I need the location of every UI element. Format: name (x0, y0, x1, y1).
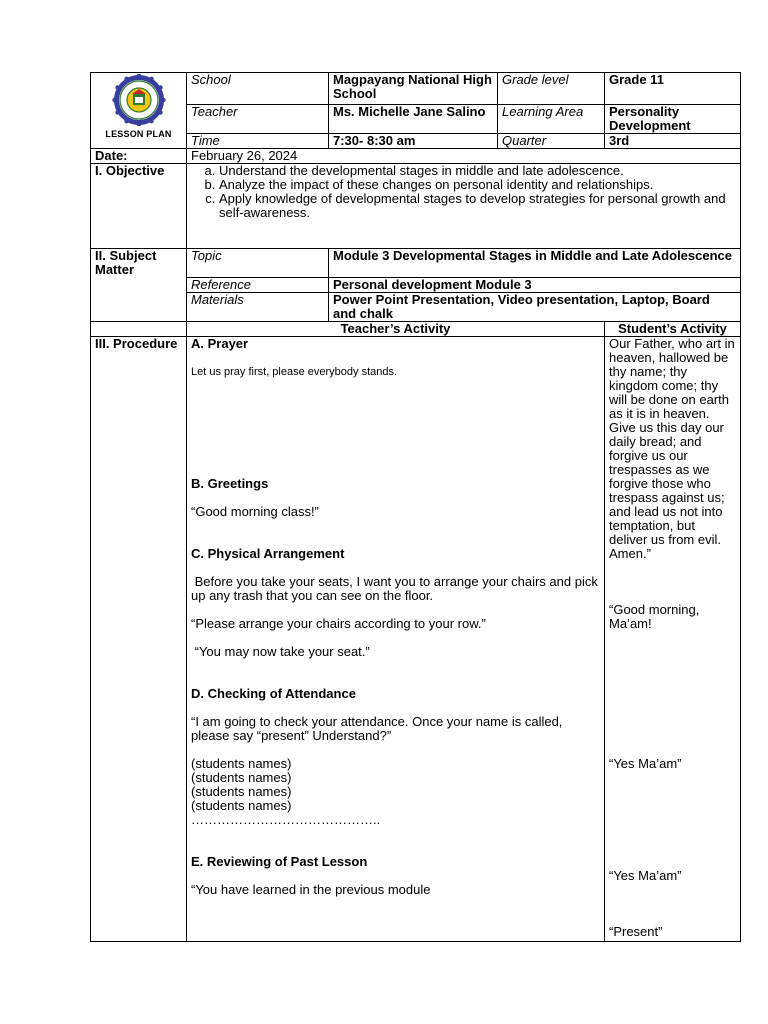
student-activity-cell (605, 337, 741, 942)
reference-label: Reference (187, 278, 329, 293)
greetings-response: “Good morning, Ma’am! (609, 602, 700, 631)
procedure-label: III. Procedure (91, 337, 187, 942)
objective-label: I. Objective (91, 164, 187, 249)
time-value: 7:30- 8:30 am (329, 134, 498, 149)
objective-list (191, 164, 736, 220)
attendance-title: D. Checking of Attendance (191, 686, 356, 701)
arrangement-title: C. Physical Arrangement (191, 546, 345, 561)
topic-value: Module 3 Developmental Stages in Middle and Late Adolescence (329, 249, 741, 278)
quarter-label: Quarter (498, 134, 605, 149)
learning-area-value: Personality Development (605, 105, 741, 134)
date-value: February 26, 2024 (187, 149, 741, 164)
lesson-plan-label: LESSON PLAN (105, 129, 172, 139)
review-text: “You have learned in the previous module (191, 882, 431, 897)
arrangement-text-1: Before you take your seats, I want you to arrange your chairs and pick up any trash that you can see on the floor. (191, 574, 602, 603)
materials-value: Power Point Presentation, Video presentation, Laptop, Board and chalk (329, 293, 741, 322)
dots-line: …………………………………….. (191, 812, 381, 827)
student-name: (students names) (191, 756, 292, 771)
time-label: Time (187, 134, 329, 149)
objective-item: b. Analyze the impact of these changes on personal identity and relationships. (219, 178, 736, 192)
date-label: Date: (91, 149, 187, 164)
student-activity-header: Student’s Activity (605, 322, 741, 337)
greetings-title: B. Greetings (191, 476, 269, 491)
greetings-text: “Good morning class!” (191, 504, 319, 519)
review-title: E. Reviewing of Past Lesson (191, 854, 368, 869)
teacher-value: Ms. Michelle Jane Salino (329, 105, 498, 134)
attendance-response-2: “Present” (609, 924, 663, 939)
school-label: School (187, 73, 329, 105)
reference-value: Personal development Module 3 (329, 278, 741, 293)
activity-header-blank (91, 322, 187, 337)
arrangement-response: “Yes Ma’am” (609, 756, 682, 771)
arrangement-text-3: “You may now take your seat.” (191, 644, 370, 659)
prayer-response: Our Father, who art in heaven, hallowed be thy name; thy kingdom come; thy will be done on earth as it is in heaven. Give us this day our daily bread; and forgive us our trespasses as we forgive those who trespass against us; and lead us not into temptation, but deliver us from evil. Amen.” (609, 336, 735, 561)
subject-matter-label: II. Subject Matter (91, 249, 187, 322)
attendance-response-1: “Yes Ma’am” (609, 868, 682, 883)
quarter-value: 3rd (605, 134, 741, 149)
learning-area-label: Learning Area (498, 105, 605, 134)
student-name: (students names) (191, 770, 292, 785)
prayer-title: A. Prayer (191, 336, 249, 351)
teacher-activity-cell (187, 337, 605, 942)
grade-level-value: Grade 11 (605, 73, 741, 105)
school-value: Magpayang National High School (329, 73, 498, 105)
student-name: (students names) (191, 784, 292, 799)
school-logo-cell (91, 73, 187, 149)
teacher-activity-header: Teacher’s Activity (187, 322, 605, 337)
topic-label: Topic (187, 249, 329, 278)
school-logo-icon (112, 74, 166, 126)
grade-level-label: Grade level (498, 73, 605, 105)
objective-item: a. Understand the developmental stages in middle and late adolescence. (219, 164, 736, 178)
student-name: (students names) (191, 798, 292, 813)
lesson-plan-table (90, 72, 741, 942)
arrangement-text-2: “Please arrange your chairs according to your row.” (191, 616, 486, 631)
prayer-text: Let us pray first, please everybody stands. (191, 366, 398, 378)
attendance-text: “I am going to check your attendance. Once your name is called, please say “present” Understand?” (191, 714, 563, 743)
materials-label: Materials (187, 293, 329, 322)
objective-item: c. Apply knowledge of developmental stages to develop strategies for personal growth and self-awareness. (219, 192, 736, 220)
objective-list-cell (187, 164, 741, 249)
teacher-label: Teacher (187, 105, 329, 134)
